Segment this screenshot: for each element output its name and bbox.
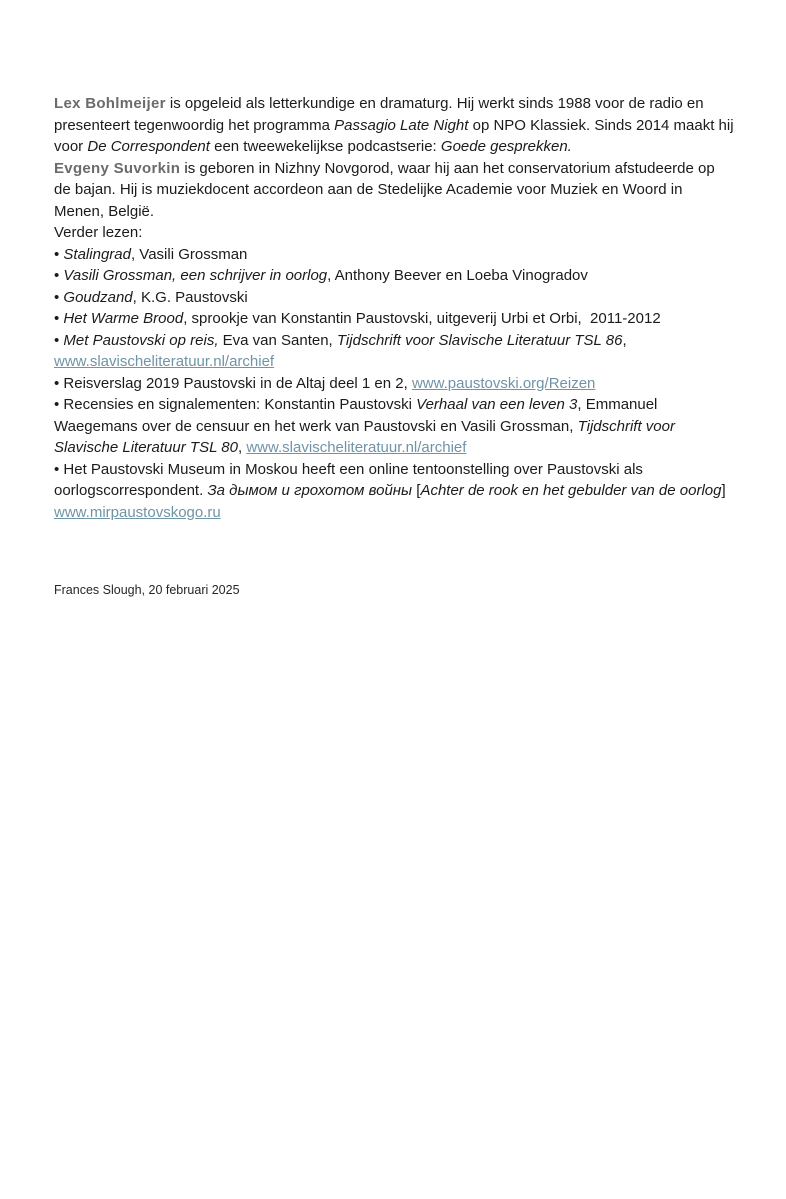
hyperlink[interactable]: www.slavischeliteratuur.nl/archief xyxy=(54,353,275,370)
text-run: • xyxy=(54,310,64,327)
paragraph-bio-lex xyxy=(54,93,738,158)
italic-text-run: Tijdschrift voor Slavische Literatuur TSL 80 xyxy=(54,417,680,456)
italic-text-run: Goede gesprekken. xyxy=(440,138,572,155)
hyperlink[interactable]: www.paustovski.org/Reizen xyxy=(411,374,596,392)
hyperlink[interactable]: www.mirpaustovskogo.ru xyxy=(54,503,221,521)
text-run: , sprookje van Konstantin Paustovski, uitgeverij Urbi et Orbi, 2011-2012 xyxy=(183,310,661,327)
italic-text-run: Goudzand xyxy=(63,288,133,306)
text-run: • Reisverslag 2019 Paustovski in de Altaj deel 1 en 2, xyxy=(54,374,412,392)
reading-list-item xyxy=(54,265,734,287)
text-run: , xyxy=(238,439,247,456)
text-run: Eva van Santen, xyxy=(218,331,337,349)
text-run: • xyxy=(54,331,64,349)
hyperlink[interactable]: www.slavischeliteratuur.nl/archief xyxy=(246,439,467,456)
italic-text-run: De Correspondent xyxy=(87,138,210,155)
content-area xyxy=(0,0,786,599)
italic-text-run: Met Paustovski op reis, xyxy=(63,331,219,349)
reading-list-item xyxy=(54,459,734,524)
italic-text-run: Tijdschrift voor Slavische Literatuur TSL 86 xyxy=(336,331,623,349)
further-reading-list xyxy=(54,244,734,524)
text-run: • Recensies en signalementen: Konstantin Paustovski xyxy=(54,396,417,413)
paragraph-bio-evgeny xyxy=(54,158,734,223)
reading-list-item xyxy=(54,373,734,395)
text-run: • xyxy=(54,245,64,263)
text-run: • xyxy=(54,288,64,306)
person-name: Lex Bohlmeijer xyxy=(54,95,166,112)
reading-list-item xyxy=(54,287,734,309)
italic-text-run: Passagio Late Night xyxy=(334,116,469,134)
text-run: is opgeleid als letterkundige en dramaturg. Hij werkt sinds 1988 voor de radio en presenteert tegenwoordig het programma xyxy=(54,95,708,134)
reading-list-item xyxy=(54,308,734,330)
text-run: op NPO Klassiek. Sinds 2014 maakt hij voor xyxy=(54,116,738,155)
reading-list-item xyxy=(54,394,734,459)
italic-text-run: Het Warme Brood xyxy=(63,310,184,327)
italic-text-run: Achter de rook en het gebulder van de oorlog xyxy=(420,482,722,499)
text-run: is geboren in Nizhny Novgorod, waar hij aan het conservatorium afstudeerde op de bajan. Hij is muziekdocent accordeon aan de Stedelijke Academie voor Muziek en Woord in Menen, België. xyxy=(54,159,719,220)
text-run: ] xyxy=(721,482,730,499)
text-run: [ xyxy=(412,482,421,499)
reading-list-item xyxy=(54,244,734,266)
italic-text-run: За дымом и грохотом войны xyxy=(207,482,413,499)
text-run: , Emmanuel Waegemans over de censuur en het werk van Paustovski en Vasili Grossman, xyxy=(54,396,662,435)
italic-text-run: Verhaal van een leven 3 xyxy=(416,396,578,413)
text-run: , Anthony Beever en Loeba Vinogradov xyxy=(327,267,588,284)
italic-text-run: Vasili Grossman, een schrijver in oorlog xyxy=(63,267,328,284)
further-reading-heading: Verder lezen: xyxy=(54,224,143,241)
text-run: • xyxy=(54,267,64,284)
text-run: een tweewekelijkse podcastserie: xyxy=(209,138,441,155)
italic-text-run: Stalingrad xyxy=(63,245,131,263)
text-run: • Het Paustovski Museum in Moskou heeft een online tentoonstelling over Paustovski als oorlogscorrespondent. xyxy=(54,460,648,499)
text-run: , Vasili Grossman xyxy=(130,245,248,263)
text-run: , xyxy=(622,331,631,349)
reading-list-item xyxy=(54,330,734,373)
text-run: , K.G. Paustovski xyxy=(132,288,248,306)
person-name: Evgeny Suvorkin xyxy=(54,159,181,177)
signature-line: Frances Slough, 20 februari 2025 xyxy=(54,583,240,597)
